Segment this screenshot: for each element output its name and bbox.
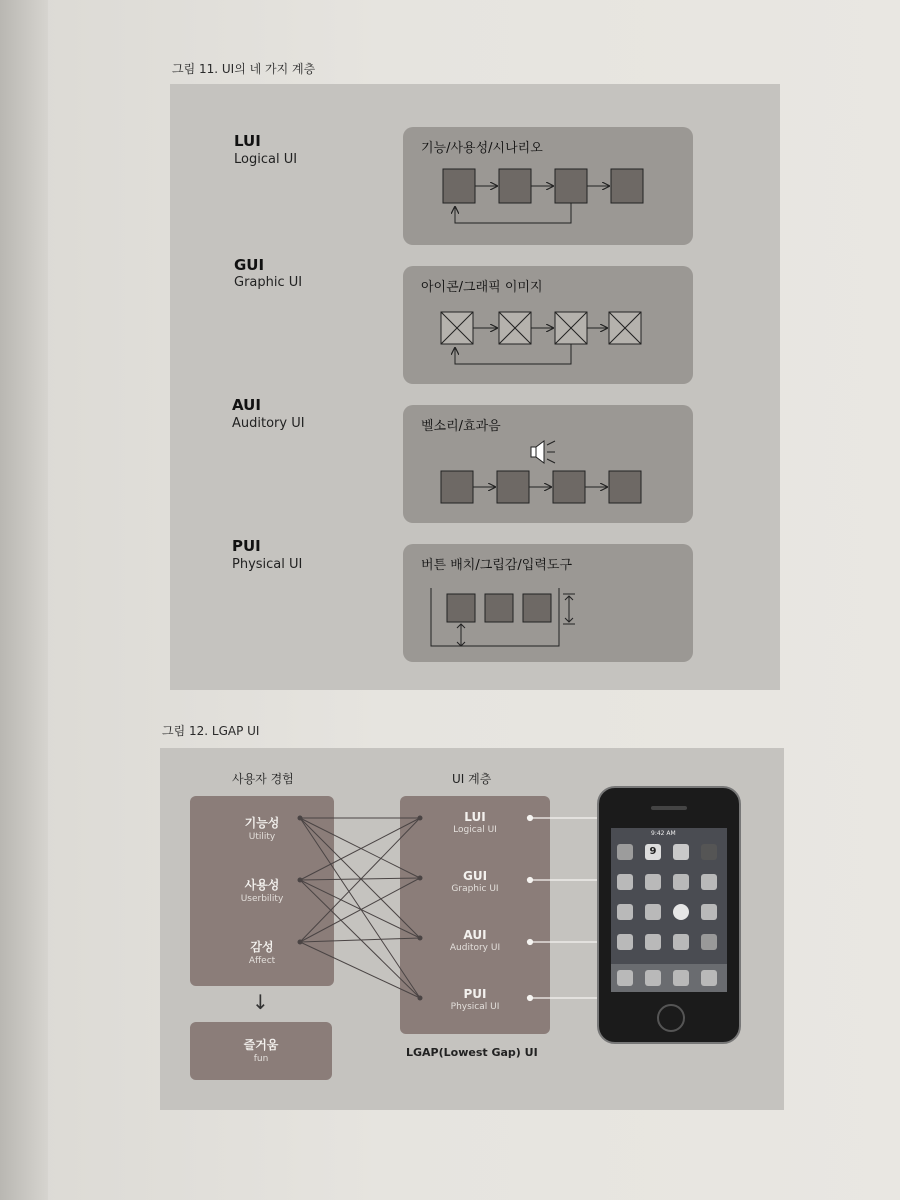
iphone-image bbox=[597, 786, 741, 1044]
app-icon bbox=[617, 874, 633, 890]
figure-11-caption: 그림 11. UI의 네 가지 계층 bbox=[172, 62, 316, 76]
gui-flow-diagram bbox=[403, 266, 693, 384]
button-square bbox=[485, 594, 513, 622]
app-icon bbox=[673, 874, 689, 890]
flow-square bbox=[497, 471, 529, 503]
ui-item-sub: Logical UI bbox=[453, 825, 497, 835]
phone-dock bbox=[611, 964, 727, 992]
ui-item-main: AUI bbox=[463, 928, 487, 942]
ui-item-lui bbox=[415, 810, 535, 835]
layer-abbr-lui: LUI bbox=[234, 132, 261, 150]
ipod-icon bbox=[701, 970, 717, 986]
ux-header: 사용자 경험 bbox=[232, 772, 294, 786]
layer-box-pui bbox=[403, 544, 693, 662]
ui-item-aui bbox=[415, 928, 535, 953]
speaker-icon bbox=[531, 441, 555, 463]
app-icon bbox=[617, 904, 633, 920]
settings-icon bbox=[701, 934, 717, 950]
mail-icon bbox=[645, 970, 661, 986]
ux-item-sub: Userbility bbox=[240, 894, 284, 904]
photos-icon bbox=[673, 844, 689, 860]
clock-icon bbox=[673, 904, 689, 920]
ui-item-pui bbox=[415, 987, 535, 1012]
ux-item-main: 감성 bbox=[250, 940, 274, 954]
safari-icon bbox=[673, 970, 689, 986]
flow-square bbox=[443, 169, 475, 203]
layer-abbr-pui: PUI bbox=[232, 537, 261, 555]
fun-item bbox=[201, 1036, 321, 1064]
aui-flow-diagram bbox=[403, 405, 693, 523]
ux-item-main: 기능성 bbox=[244, 816, 280, 830]
flow-square bbox=[553, 471, 585, 503]
layer-full-lui: Logical UI bbox=[234, 152, 298, 167]
flow-square bbox=[609, 471, 641, 503]
layer-box-gui bbox=[403, 266, 693, 384]
depth-arrow-icon bbox=[457, 624, 465, 646]
button-square bbox=[523, 594, 551, 622]
layer-box-label-pui: 버튼 배치/그립감/입력도구 bbox=[421, 558, 573, 573]
flow-square bbox=[441, 471, 473, 503]
pui-layout-diagram bbox=[403, 544, 693, 662]
app-icon bbox=[645, 934, 661, 950]
home-button bbox=[657, 1004, 685, 1032]
ux-item-usability bbox=[202, 876, 322, 904]
layer-full-pui: Physical UI bbox=[232, 557, 303, 572]
layer-full-aui: Auditory UI bbox=[232, 416, 305, 431]
app-icon bbox=[673, 934, 689, 950]
ui-item-sub: Physical UI bbox=[450, 1002, 500, 1012]
layer-full-gui: Graphic UI bbox=[234, 275, 303, 290]
app-icon bbox=[645, 904, 661, 920]
fun-sub: fun bbox=[253, 1054, 269, 1064]
layer-abbr-aui: AUI bbox=[232, 396, 261, 414]
app-icon bbox=[701, 874, 717, 890]
height-arrow-icon bbox=[563, 594, 575, 624]
phone-speaker bbox=[651, 806, 687, 810]
ui-item-main: PUI bbox=[463, 987, 487, 1001]
page-binding-shadow bbox=[0, 0, 48, 1200]
layer-abbr-gui: GUI bbox=[234, 256, 265, 274]
phone-status-time: 9:42 AM bbox=[651, 830, 676, 837]
ui-item-gui bbox=[415, 869, 535, 894]
lui-flow-diagram bbox=[403, 127, 693, 245]
app-icon bbox=[617, 844, 633, 860]
button-square bbox=[447, 594, 475, 622]
figure-12-caption: 그림 12. LGAP UI bbox=[162, 724, 260, 738]
ui-item-sub: Auditory UI bbox=[449, 943, 501, 953]
ux-item-affect bbox=[202, 938, 322, 966]
flow-square bbox=[611, 169, 643, 203]
flow-square bbox=[555, 169, 587, 203]
ux-item-utility bbox=[202, 814, 322, 842]
phone-app-icon bbox=[617, 970, 633, 986]
layer-box-label-gui: 아이콘/그래픽 이미지 bbox=[421, 280, 543, 295]
ui-item-sub: Graphic UI bbox=[451, 884, 499, 894]
ux-item-main: 사용성 bbox=[244, 878, 280, 892]
ux-item-sub: Affect bbox=[248, 956, 276, 966]
app-icon bbox=[645, 874, 661, 890]
layer-box-aui bbox=[403, 405, 693, 523]
phone-screen bbox=[611, 828, 727, 992]
ux-item-sub: Utility bbox=[248, 832, 276, 842]
flow-square bbox=[499, 169, 531, 203]
lgap-label: LGAP(Lowest Gap) UI bbox=[406, 1046, 538, 1059]
camera-icon bbox=[701, 844, 717, 860]
ui-header: UI 계층 bbox=[452, 772, 492, 786]
ui-item-main: LUI bbox=[464, 810, 486, 824]
ui-item-main: GUI bbox=[462, 869, 488, 883]
layer-box-lui bbox=[403, 127, 693, 245]
layer-box-label-lui: 기능/사용성/시나리오 bbox=[421, 141, 543, 156]
calendar-icon: 9 bbox=[645, 844, 661, 860]
layer-box-label-aui: 벨소리/효과음 bbox=[421, 419, 501, 434]
down-arrow-icon: ↓ bbox=[252, 990, 269, 1014]
app-icon bbox=[701, 904, 717, 920]
fun-main: 즐거움 bbox=[243, 1038, 279, 1052]
app-icon bbox=[617, 934, 633, 950]
